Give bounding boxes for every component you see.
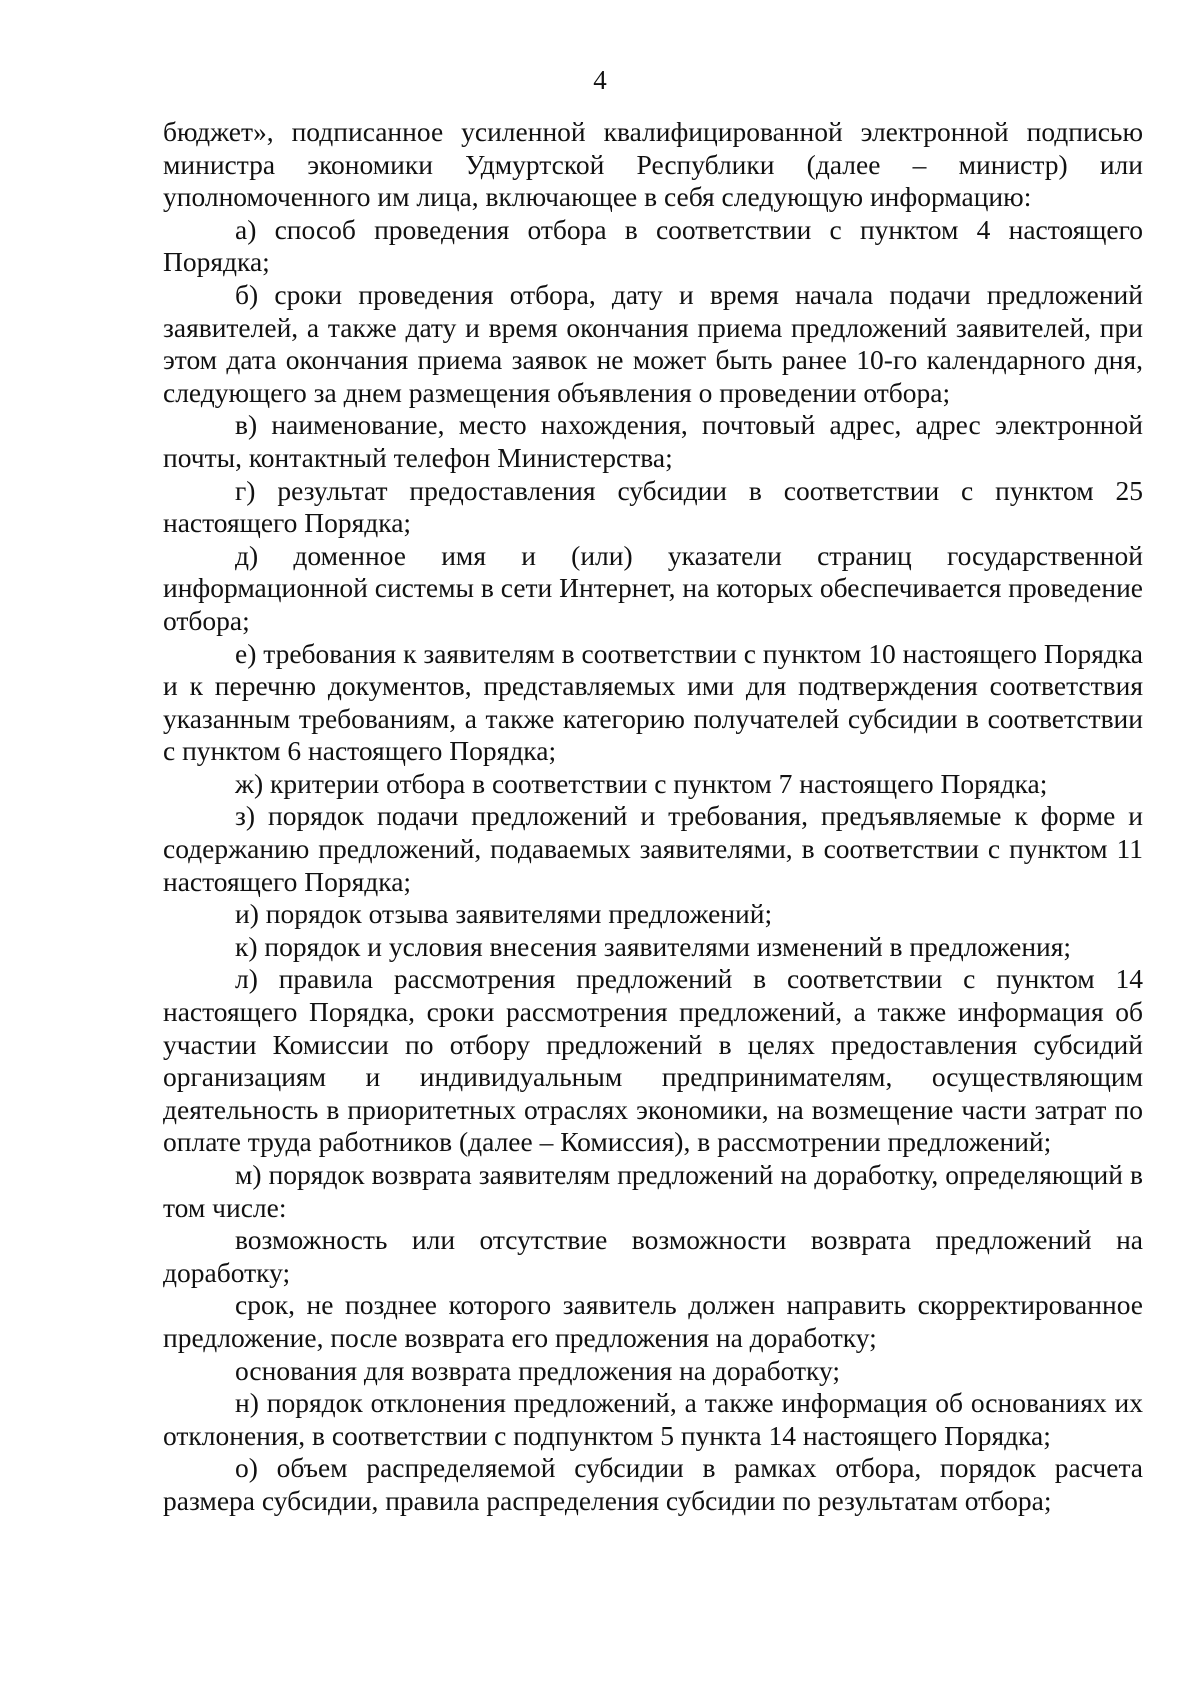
paragraph-item-l: л) правила рассмотрения предложений в соответствии с пунктом 14 настоящего Порядка, сроки рассмотрения предложений, а также информация об участии Комиссии по отбору предложений в целях предоставления субсидий организациям и индивидуальным предпринимателям, осуществляющим деятельность в приоритетных отраслях экономики, на возмещение части затрат по оплате труда работников (далее – Комиссия), в рассмотрении предложений; bbox=[163, 963, 1143, 1158]
paragraph-continuation: бюджет», подписанное усиленной квалифицированной электронной подписью министра экономики Удмуртской Республики (далее – министр) или уполномоченного им лица, включающее в себя следующую информацию: bbox=[163, 116, 1143, 213]
paragraph-item-k: к) порядок и условия внесения заявителями изменений в предложения; bbox=[235, 930, 1072, 962]
paragraph-item-n: н) порядок отклонения предложений, а также информация об основаниях их отклонения, в соответствии с подпунктом 5 пункта 14 настоящего Порядка; bbox=[163, 1387, 1143, 1451]
paragraph-item-g: г) результат предоставления субсидии в соответствии с пунктом 25 настоящего Порядка; bbox=[163, 474, 1143, 539]
paragraph-subitem-deadline: срок, не позднее которого заявитель должен направить скорректированное предложение, после возврата его предложения на доработку; bbox=[163, 1289, 1143, 1353]
paragraph-item-a: а) способ проведения отбора в соответствии с пунктом 4 настоящего Порядка; bbox=[163, 213, 1143, 278]
paragraph-item-zh: ж) критерии отбора в соответствии с пунктом 7 настоящего Порядка; bbox=[235, 767, 1048, 799]
paragraph-item-d: д) доменное имя и (или) указатели страниц государственной информационной системы в сети Интернет, на которых обеспечивается проведение отбора; bbox=[163, 539, 1143, 636]
paragraph-item-z: з) порядок подачи предложений и требования, предъявляемые к форме и содержанию предложений, подаваемых заявителями, в соответствии с пунктом 11 настоящего Порядка; bbox=[163, 800, 1143, 897]
paragraph-item-v: в) наименование, место нахождения, почтовый адрес, адрес электронной почты, контактный телефон Министерства; bbox=[163, 409, 1143, 473]
paragraph-subitem-possibility: возможность или отсутствие возможности возврата предложений на доработку; bbox=[163, 1224, 1143, 1288]
paragraph-subitem-grounds: основания для возврата предложения на доработку; bbox=[235, 1354, 840, 1386]
paragraph-item-m: м) порядок возврата заявителям предложений на доработку, определяющий в том числе: bbox=[163, 1159, 1143, 1223]
paragraph-item-o: о) объем распределяемой субсидии в рамках отбора, порядок расчета размера субсидии, правила распределения субсидии по результатам отбора; bbox=[163, 1452, 1143, 1516]
paragraph-item-i: и) порядок отзыва заявителями предложений; bbox=[235, 898, 773, 930]
page-number: 4 bbox=[593, 65, 607, 95]
paragraph-item-e: е) требования к заявителям в соответствии с пунктом 10 настоящего Порядка и к перечню документов, представляемых ими для подтверждения соответствия указанным требованиям, а также категорию получателей субсидии в соответствии с пунктом 6 настоящего Порядка; bbox=[163, 637, 1143, 767]
document-body bbox=[163, 116, 1143, 1518]
paragraph-item-b: б) сроки проведения отбора, дату и время начала подачи предложений заявителей, а также дату и время окончания приема предложений заявителей, при этом дата окончания приема заявок не может быть ранее 10-го календарного дня, следующего за днем размещения объявления о проведении отбора; bbox=[163, 278, 1143, 408]
